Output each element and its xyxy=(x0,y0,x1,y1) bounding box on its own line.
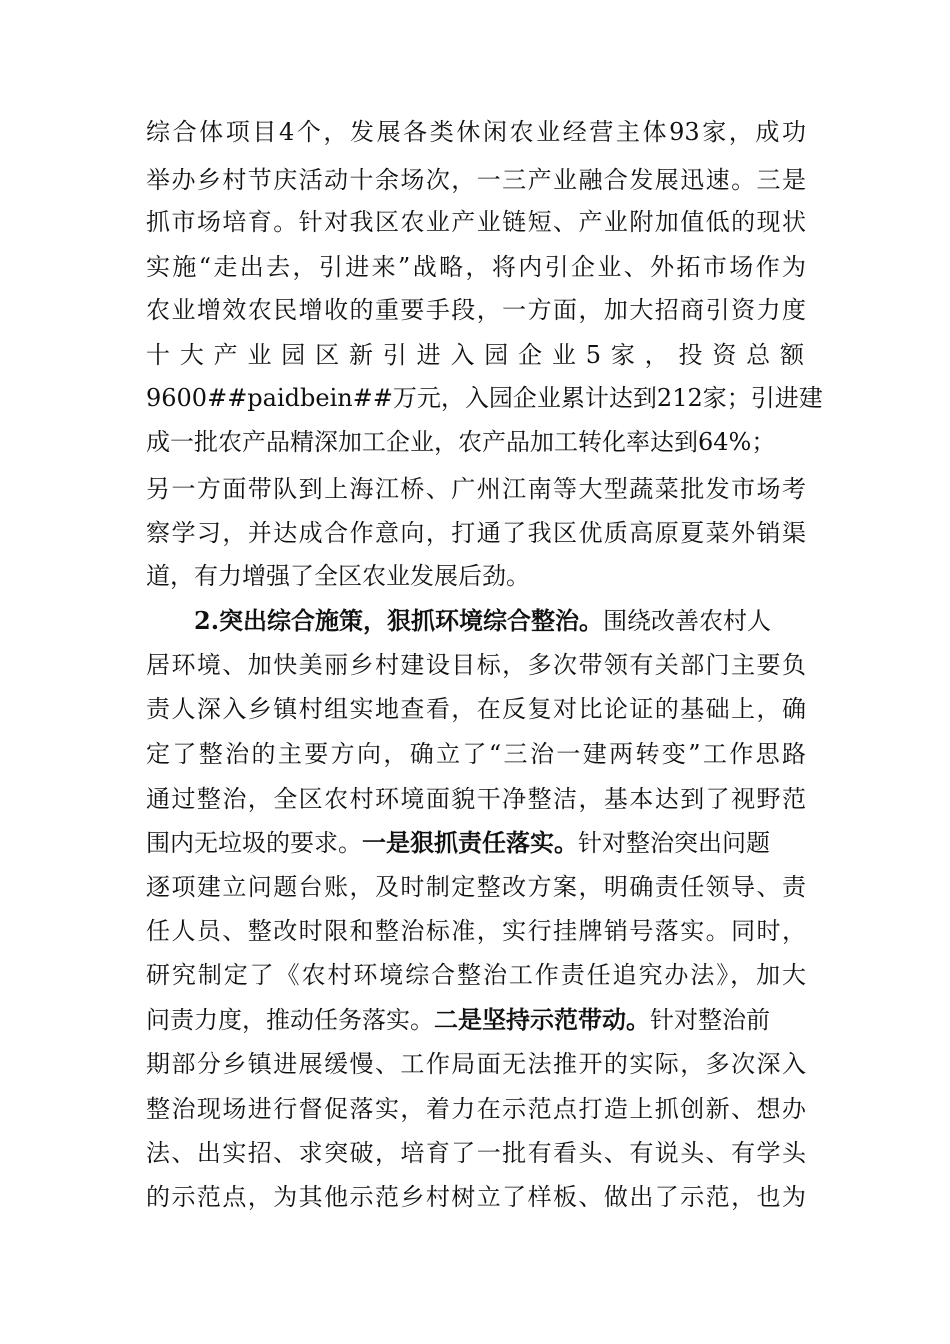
text-line: 察学习，并达成合作意向，打通了我区优质高原夏菜外销渠 xyxy=(146,519,806,547)
text-line: 居环境、加快美丽乡村建设目标，多次带领有关部门主要负 xyxy=(146,651,806,679)
text-line: 综合体项目4个，发展各类休闲农业经营主体93家，成功 xyxy=(146,118,806,146)
text-line: 的示范点，为其他示范乡村树立了样板、做出了示范，也为 xyxy=(146,1183,806,1211)
text-run: 针对整治突出问题 xyxy=(578,829,770,857)
text-line: 农业增效农民增收的重要手段，一方面，加大招商引资力度 xyxy=(146,296,806,324)
section-heading: 2.突出综合施策，狠抓环境综合整治。 xyxy=(194,606,604,635)
subheading: 一是狠抓责任落实。 xyxy=(362,828,578,857)
text-run: 针对整治前 xyxy=(650,1006,770,1034)
text-line: 法、出实招、求突破，培育了一批有看头、有说头、有学头 xyxy=(146,1139,806,1167)
text-line: 期部分乡镇进展缓慢、工作局面无法推开的实际，多次深入 xyxy=(146,1050,806,1078)
text-line: 举办乡村节庆活动十余场次，一三产业融合发展迅速。三是 xyxy=(146,166,806,194)
text-run: 问责力度，推动任务落实。 xyxy=(146,1006,434,1034)
text-line: 实施“走出去，引进来”战略，将内引企业、外拓市场作为 xyxy=(146,253,806,281)
text-line xyxy=(146,1000,806,1040)
text-line: 9600##paidbein##万元，入园企业累计达到212家；引进建 xyxy=(146,384,823,412)
text-run: 围内无垃圾的要求。 xyxy=(146,829,362,857)
text-line: 道，有力增强了全区农业发展后劲。 xyxy=(146,562,530,590)
text-line: 任人员、整改时限和整治标准，实行挂牌销号落实。同时， xyxy=(146,917,806,945)
text-run: 围绕改善农村人 xyxy=(603,607,772,635)
text-line: 责人深入乡镇村组实地查看，在反复对比论证的基础上，确 xyxy=(146,695,806,723)
text-line xyxy=(146,823,806,863)
text-line: 研究制定了《农村环境综合整治工作责任追究办法》，加大 xyxy=(146,961,806,989)
text-line: 逐项建立问题台账，及时制定整改方案，明确责任领导、责 xyxy=(146,873,806,901)
subheading: 二是坚持示范带动。 xyxy=(434,1005,650,1034)
text-line: 定了整治的主要方向，确立了“三治一建两转变”工作思路 xyxy=(146,740,806,768)
text-line: 十大产业园区新引进入园企业5家，投资总额 xyxy=(146,341,806,369)
section-heading-line xyxy=(194,601,806,641)
text-line: 通过整治，全区农村环境面貌干净整洁，基本达到了视野范 xyxy=(146,785,806,813)
text-line: 另一方面带队到上海江桥、广州江南等大型蔬菜批发市场考 xyxy=(146,475,806,503)
text-line: 抓市场培育。针对我区农业产业链短、产业附加值低的现状 xyxy=(146,208,806,236)
text-line: 整治现场进行督促落实，着力在示范点打造上抓创新、想办 xyxy=(146,1095,806,1123)
text-line: 成一批农产品精深加工企业，农产品加工转化率达到64%； xyxy=(146,428,776,456)
